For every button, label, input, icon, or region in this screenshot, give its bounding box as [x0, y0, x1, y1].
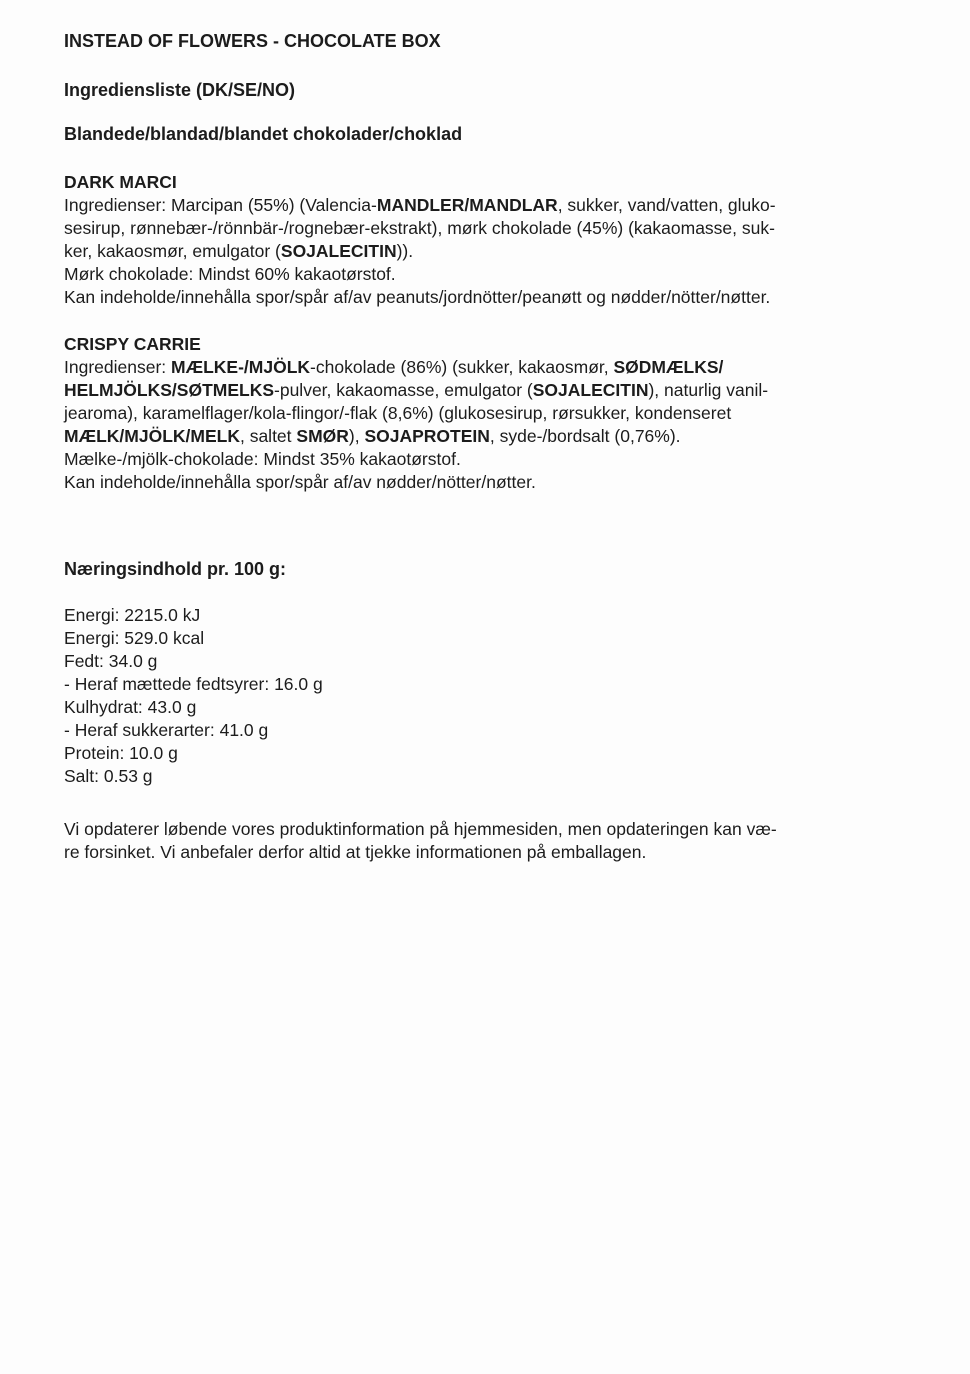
variety-line: Blandede/blandad/blandet chokolader/choklad	[64, 124, 463, 144]
text-line: Ingredienser: Marcipan (55%) (Valencia-MANDLER/MANDLAR, sukker, vand/vatten, gluko-	[64, 195, 776, 215]
nutrition-heading: Næringsindhold pr. 100 g:	[64, 559, 287, 579]
text-line: Salt: 0.53 g	[64, 766, 153, 786]
text-line: re forsinket. Vi anbefaler derfor altid at tjekke informationen på emballagen.	[64, 842, 647, 862]
text-line: Mælke-/mjölk-chokolade: Mindst 35% kakaotørstof.	[64, 449, 461, 469]
text-line: Kulhydrat: 43.0 g	[64, 697, 197, 717]
ingredient-list-heading: Ingrediensliste (DK/SE/NO)	[64, 80, 296, 100]
text-line: Energi: 2215.0 kJ	[64, 605, 201, 625]
text-line: Vi opdaterer løbende vores produktinformation på hjemmesiden, men opdateringen kan væ-	[64, 819, 777, 839]
text-line: Kan indeholde/innehålla spor/spår af/av peanuts/jordnötter/peanøtt og nødder/nötter/nøtter.	[64, 287, 771, 307]
text-line: Protein: 10.0 g	[64, 743, 178, 763]
product-name: CRISPY CARRIE	[64, 334, 201, 354]
document-title: INSTEAD OF FLOWERS - CHOCOLATE BOX	[64, 31, 441, 51]
text-line: Ingredienser: MÆLKE-/MJÖLK-chokolade (86%) (sukker, kakaosmør, SØDMÆLKS/	[64, 357, 724, 377]
text-line: Fedt: 34.0 g	[64, 651, 158, 671]
text-line: MÆLK/MJÖLK/MELK, saltet SMØR), SOJAPROTEIN, syde-/bordsalt (0,76%).	[64, 426, 681, 446]
text-line: - Heraf sukkerarter: 41.0 g	[64, 720, 269, 740]
product-ingredients	[64, 194, 906, 309]
product-section-dark-marci	[64, 171, 906, 309]
text-line: Energi: 529.0 kcal	[64, 628, 205, 648]
text-line: Mørk chokolade: Mindst 60% kakaotørstof.	[64, 264, 396, 284]
product-section-crispy-carrie	[64, 333, 906, 494]
product-ingredients	[64, 356, 906, 494]
text-line: - Heraf mættede fedtsyrer: 16.0 g	[64, 674, 323, 694]
nutrition-facts-list	[64, 604, 906, 788]
disclaimer-paragraph	[64, 818, 906, 864]
text-line: Kan indeholde/innehålla spor/spår af/av nødder/nötter/nøtter.	[64, 472, 536, 492]
product-name: DARK MARCI	[64, 172, 177, 192]
text-line: sesirup, rønnebær-/rönnbär-/rognebær-ekstrakt), mørk chokolade (45%) (kakaomasse, suk-	[64, 218, 775, 238]
text-line: HELMJÖLKS/SØTMELKS-pulver, kakaomasse, emulgator (SOJALECITIN), naturlig vanil-	[64, 380, 769, 400]
text-line: jearoma), karamelflager/kola-flingor/-flak (8,6%) (glukosesirup, rørsukker, kondenseret	[64, 403, 732, 423]
text-line: ker, kakaosmør, emulgator (SOJALECITIN)).	[64, 241, 414, 261]
